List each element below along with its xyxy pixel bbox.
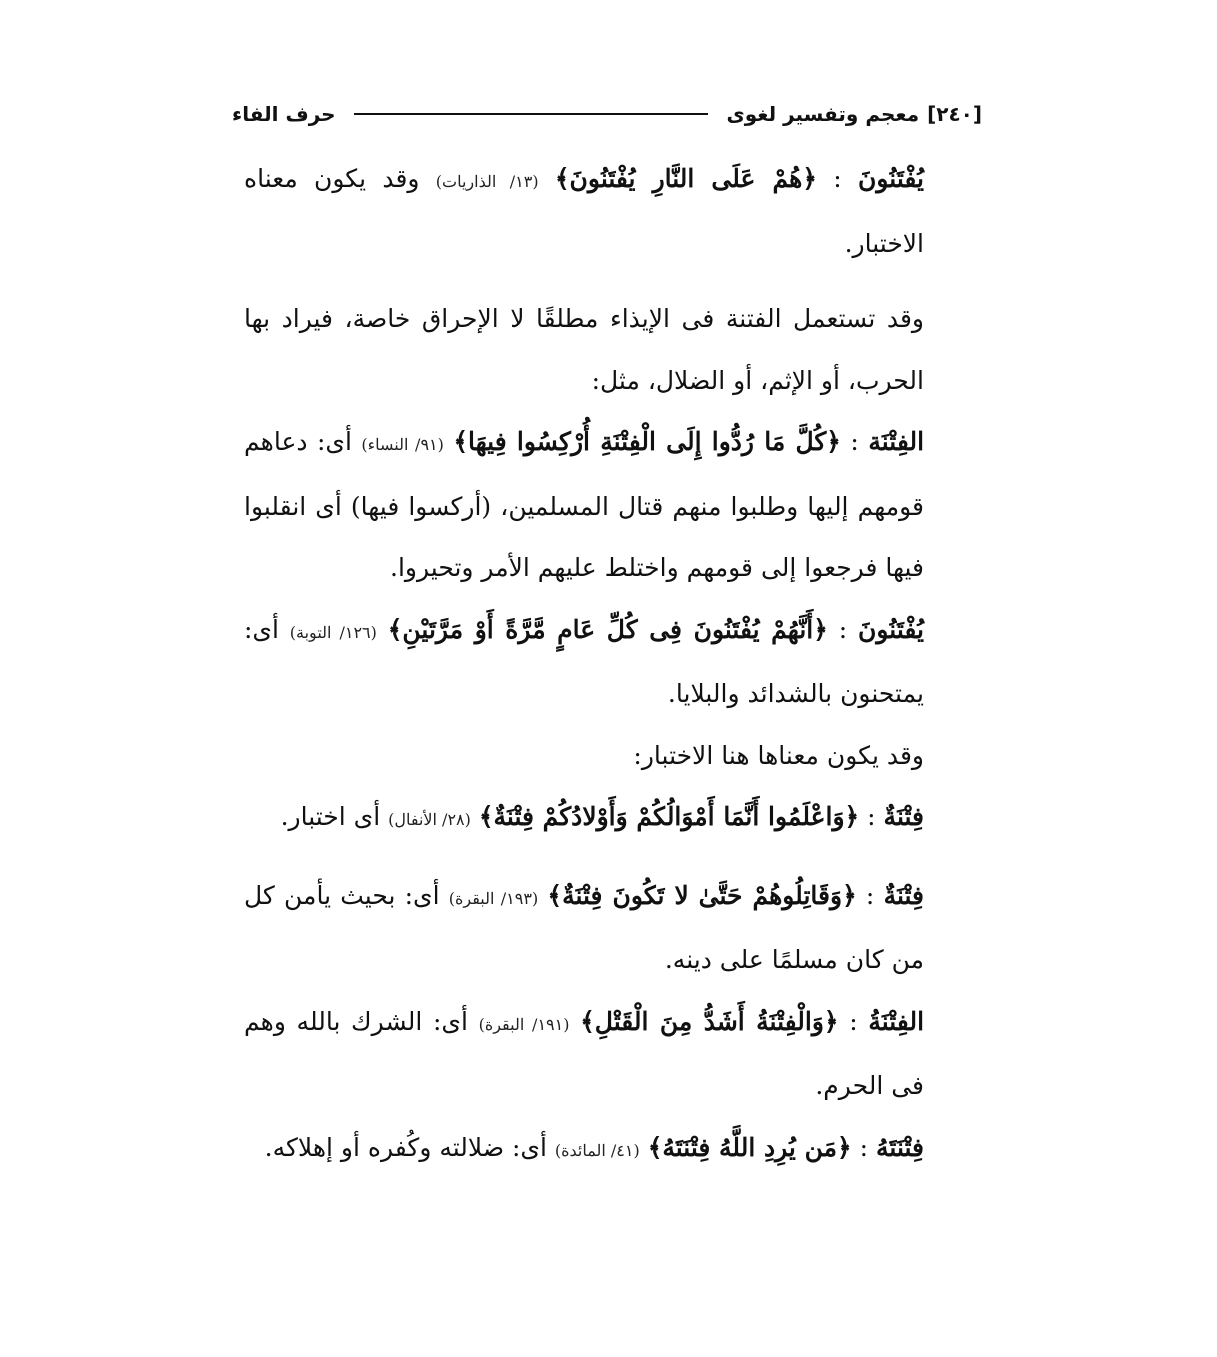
entry-explanation: أى: بحيث يأمن كل من كان مسلمًا على دينه.: [244, 880, 924, 974]
entry-explanation: أى: الشرك بالله وهم فى الحرم.: [244, 1006, 924, 1100]
entry-explanation: وقد يكون معناه الاختبار.: [244, 164, 924, 258]
verse-close-bracket: ﴾: [387, 614, 403, 644]
entry-yuftanun-1: [244, 148, 984, 274]
header-rule: [354, 113, 709, 115]
entry-explanation: أى اختبار.: [280, 802, 381, 831]
quran-verse: وَالْفِتْنَةُ أَشَدُّ مِنَ الْقَتْلِ: [594, 1006, 824, 1036]
paragraph-text: وقد تستعمل الفتنة فى الإيذاء مطلقًا لا الإحراق خاصة، فيراد بها الحرب، أو الإثم، أو الضلال، مثل:: [244, 304, 924, 395]
entry-yuftanun-2: [244, 599, 984, 725]
entry-separator: :: [838, 614, 848, 644]
verse-close-bracket: ﴾: [647, 1132, 663, 1162]
entry-explanation: أى: ضلالته وكُفره أو إهلاكه.: [264, 1132, 547, 1162]
verse-close-bracket: ﴾: [547, 880, 563, 910]
verse-open-bracket: ﴿: [842, 880, 857, 910]
verse-open-bracket: ﴿: [802, 164, 817, 193]
verse-reference: (٢٨/ الأنفال): [388, 810, 471, 829]
page-number: [٢٤٠]: [927, 102, 982, 126]
entry-explanation: أى: يمتحنون بالشدائد والبلايا.: [244, 614, 924, 708]
book-title: معجم وتفسير لغوى: [726, 102, 920, 126]
page-header: [232, 96, 982, 132]
entry-fitna-2: [244, 865, 984, 991]
verse-close-bracket: ﴾: [453, 427, 469, 456]
chapter-title: حرف الفاء: [232, 102, 336, 126]
verse-open-bracket: ﴿: [823, 1006, 839, 1036]
verse-reference: (١٩٣/ البقرة): [448, 888, 539, 908]
verse-reference: (٩١/ النساء): [361, 435, 444, 454]
entry-lemma: فِتْنَةٌ: [883, 802, 924, 831]
entry-fitna-1: [244, 786, 984, 851]
entry-separator: :: [850, 427, 859, 456]
paragraph-usage: [244, 288, 984, 411]
verse-reference: (١٩١/ البقرة): [478, 1014, 570, 1034]
entry-lemma: فِتْنَةٌ: [883, 880, 925, 910]
paragraph-text: وقد يكون معناها هنا الاختبار:: [633, 740, 924, 770]
verse-close-bracket: ﴾: [478, 802, 494, 831]
entry-separator: :: [833, 164, 842, 193]
entry-separator: :: [865, 880, 875, 910]
quran-verse: هُمْ عَلَى النَّارِ يُفْتَنُونَ: [569, 164, 803, 193]
verse-close-bracket: ﴾: [554, 164, 570, 193]
entry-fitnatahu: [244, 1117, 984, 1182]
page-body: [244, 148, 984, 1181]
quran-verse: مَن يُرِدِ اللَّهُ فِتْنَتَهُ: [662, 1132, 837, 1162]
entry-separator: :: [859, 1132, 869, 1162]
entry-lemma: الفِتْنَة: [868, 427, 925, 456]
quran-verse: كُلَّ مَا رُدُّوا إِلَى الْفِتْنَةِ أُرْكِسُوا فِيهَا: [468, 427, 827, 456]
verse-open-bracket: ﴿: [826, 427, 841, 456]
entry-separator: :: [867, 802, 876, 831]
entry-al-fitna-1: [244, 411, 984, 599]
entry-explanation: أى: دعاهم قومهم إليها وطلبوا منهم قتال المسلمين، (أركسوا فيها) أى انقلبوا فيها فرجعوا إلى قومهم واختلط عليهم الأمر وتحيروا.: [244, 427, 924, 582]
entry-lemma: يُفْتَنُونَ: [858, 164, 924, 193]
verse-reference: (١٣/ الذاريات): [435, 172, 539, 191]
quran-verse: وَاعْلَمُوا أَنَّمَا أَمْوَالُكُمْ وَأَوْلادُكُمْ فِتْنَةٌ: [493, 802, 845, 831]
entry-separator: :: [849, 1006, 858, 1036]
verse-close-bracket: ﴾: [580, 1006, 595, 1036]
verse-open-bracket: ﴿: [844, 802, 860, 831]
verse-open-bracket: ﴿: [813, 614, 828, 644]
verse-open-bracket: ﴿: [837, 1132, 852, 1162]
quran-verse: وَقَاتِلُوهُمْ حَتَّىٰ لا تَكُونَ فِتْنَةٌ: [562, 880, 843, 910]
verse-reference: (٤١/ المائدة): [554, 1140, 640, 1160]
entry-lemma: يُفْتَنُونَ: [858, 614, 924, 644]
paragraph-testing: [244, 725, 984, 787]
entry-lemma: فِتْنَتَهُ: [876, 1132, 924, 1162]
entry-al-fitna-2: [244, 991, 984, 1117]
verse-reference: (١٢٦/ التوبة): [289, 622, 377, 642]
quran-verse: أَنَّهُمْ يُفْتَنُونَ فِى كُلِّ عَامٍ مَّرَّةً أَوْ مَرَّتَيْنِ: [402, 614, 814, 644]
entry-lemma: الفِتْنَةُ: [868, 1006, 925, 1036]
